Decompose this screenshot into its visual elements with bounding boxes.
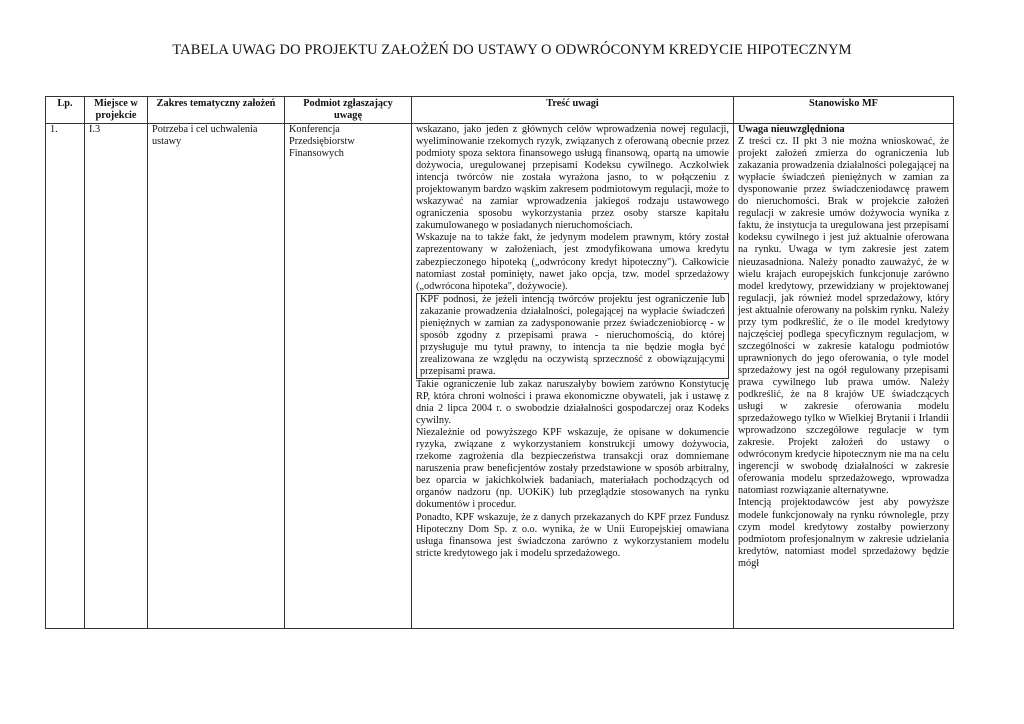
document-title: TABELA UWAG DO PROJEKTU ZAŁOŻEŃ DO USTAWY O ODWRÓCONYM KREDYCIE HIPOTECZNYM bbox=[172, 42, 852, 58]
tresc-paragraph-5: Niezależnie od powyższego KPF wskazuje, że opisane w dokumencie ryzyka, związane z wykorzystaniem konstrukcji umowy dożywocia, rzekome zagrożenia dla bezpieczeństwa transakcji oraz domniemane naruszenia praw beneficjentów zostały przedstawione w sposób arbitralny, bez oparcia w jakichkolwiek badaniach, materiałach pochodzących od organów nadzoru (np. UOKiK) lub przeglądzie stosowanych na rynku dokumentów i procedur. bbox=[416, 427, 729, 511]
table-row bbox=[46, 124, 954, 629]
tresc-paragraph-2: Wskazuje na to także fakt, że jedynym modelem prawnym, który został zaprezentowany w założeniach, jest zmodyfikowana umowa kredytu zabezpieczonego hipoteką („odwrócony kredyt hipoteczny"). Całkowicie natomiast został pominięty, nawet jako opcja, tzw. model sprzedażowy („odwrócona hipoteka", dożywocie). bbox=[416, 232, 729, 292]
cell-lp: 1. bbox=[46, 124, 85, 629]
tresc-paragraph-4: Takie ograniczenie lub zakaz naruszałyby bowiem zarówno Konstytucję RP, która chroni wolności i prawa ekonomiczne obywateli, jak i ustawę z dnia 2 lipca 2004 r. o swobodzie działalności gospodarczej oraz Kodeks cywilny. bbox=[416, 378, 729, 427]
stanowisko-paragraph-1: Z treści cz. II pkt 3 nie można wnioskować, że projekt założeń zmierza do ograniczenia lub zakazania prowadzenia działalności polegającej na wypłacie świadczeń pieniężnych w zamian za dysponowanie przez świadczeniodawcę prawem do nieruchomości. Brak w projekcie założeń regulacji w zakresie umów dożywocia wynika z faktu, że instytucja ta uregulowana jest przepisami kodeksu cywilnego i jest już aktualnie oferowana na rynku. Uwaga w tym zakresie jest zatem nieuzasadniona. Należy ponadto zauważyć, że w wielu krajach europejskich funkcjonuje zarówno model kredytowy, przewidziany w projektowanej regulacji, jak również model sprzedażowy, który jest aktualnie oferowany na polskim rynku. Należy przy tym podkreślić, że o ile model kredytowy najczęściej podlega specyficznym regulacjom, w szczególności w zakresie katalogu podmiotów uprawnionych do jego oferowania, o tyle model sprzedażowy jest na ogół regulowany przepisami prawa cywilnego lub prawa umów. Należy podkreślić, że na 8 krajów UE świadczących usługi w zakresie oferowania modelu sprzedażowego tylko w Wielkiej Brytanii i Irlandii wprowadzono szczegółowe regulacje w tym zakresie. Projekt założeń do ustawy o odwróconym kredycie hipotecznym nie ma na celu ingerencji w swobodę działalności w zakresie oferowania modelu sprzedażowego, wprowadza natomiast rozwiązanie alternatywne. bbox=[738, 136, 949, 497]
remarks-table bbox=[45, 96, 954, 629]
cell-miejsce: I.3 bbox=[85, 124, 148, 629]
stanowisko-heading: Uwaga nieuwzględniona bbox=[738, 124, 845, 135]
cell-zakres: Potrzeba i cel uchwalenia ustawy bbox=[148, 124, 285, 629]
col-header-podmiot: Podmiot zgłaszający uwagę bbox=[285, 97, 412, 124]
table-header-row bbox=[46, 97, 954, 124]
stanowisko-paragraph-2: Intencją projektodawców jest aby powyższe modele funkcjonowały na rynku równolegle, przy czym model kredytowy zostałby powierzony podmiotom profesjonalnym w zakresie udzielania kredytów, natomiast model sprzedażowy będzie mógł bbox=[738, 497, 949, 569]
tresc-paragraph-3-boxed: KPF podnosi, że jeżeli intencją twórców projektu jest ograniczenie lub zakazanie prowadzenia działalności, polegającej na wypłacie świadczeń pieniężnych w zamian za zadysponowanie przez świadczeniobiorcę - w sposób zgodny z przepisami prawa - nieruchomością, do której przysługuje mu tytuł prawny, to intencja ta nie będzie mogła być zrealizowana ze względu na oczywistą sprzeczność z obowiązującymi przepisami prawa. bbox=[416, 293, 729, 379]
col-header-tresc: Treść uwagi bbox=[412, 97, 734, 124]
col-header-stanowisko: Stanowisko MF bbox=[734, 97, 954, 124]
col-header-miejsce: Miejsce w projekcie bbox=[85, 97, 148, 124]
col-header-lp: Lp. bbox=[46, 97, 85, 124]
tresc-paragraph-6: Ponadto, KPF wskazuje, że z danych przekazanych do KPF przez Fundusz Hipoteczny Dom Sp. z o.o. wynika, że w Unii Europejskiej omawiana usługa finansowa jest świadczona zarówno z wykorzystaniem modelu stricte kredytowego jak i modelu sprzedażowego. bbox=[416, 511, 729, 559]
tresc-paragraph-1: wskazano, jako jeden z głównych celów wprowadzenia nowej regulacji, wyeliminowanie rzekomych ryzyk, związanych z oferowaną obecnie przez podmioty spoza sektora finansowego usługą finansową, opartą na umowie dożywocia, uregulowanej przepisami Kodeksu cywilnego. Aczkolwiek intencja twórców nie została wyrażona jasno, to w połączeniu z projektowanym bardzo wąskim zakresem podmiotowym regulacji, może to wskazywać na zamiar wprowadzenia jakiegoś rodzaju ustawowego ograniczenia sposobu wykorzystania przez osoby starsze kapitału zakumulowanego w posiadanych nieruchomościach. bbox=[416, 124, 729, 232]
col-header-zakres: Zakres tematyczny założeń bbox=[148, 97, 285, 124]
cell-tresc bbox=[412, 124, 734, 629]
cell-podmiot: Konferencja Przedsiębiorstw Finansowych bbox=[285, 124, 412, 629]
cell-stanowisko bbox=[734, 124, 954, 629]
